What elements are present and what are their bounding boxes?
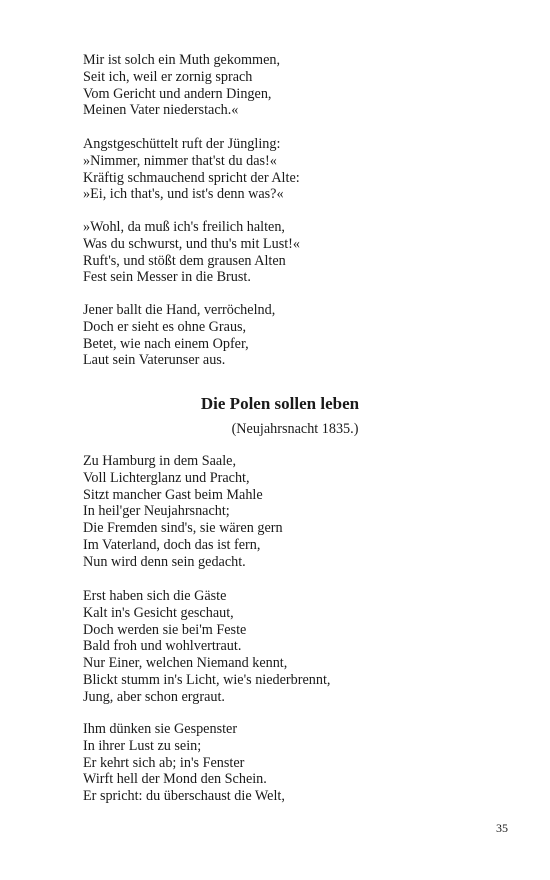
stanza-2 [83,136,300,203]
verse-line: Kalt in's Gesicht geschaut, [83,604,234,621]
stanza-1 [83,52,280,119]
poem-title: Die Polen sollen leben [200,394,360,413]
verse-line: Wirft hell der Mond den Schein. [83,771,267,788]
poem-stanza-3 [83,721,285,805]
verse-line: Jener ballt die Hand, verröchelnd, [83,302,276,318]
verse-line: Zu Hamburg in dem Saale, [83,453,237,469]
verse-line: Kräftig schmauchend spricht der Alte: [83,169,300,186]
verse-line: Nun wird denn sein gedacht. [83,553,246,570]
verse-line: »Nimmer, nimmer that'st du das!« [83,152,277,169]
verse-line: Angstgeschüttelt ruft der Jüngling: [83,136,281,152]
verse-line: Blickt stumm in's Licht, wie's niederbrennt, [83,671,331,688]
verse-line: »Ei, ich that's, und ist's denn was?« [83,186,284,203]
verse-line: Er spricht: du überschaust die Welt, [83,788,285,805]
verse-line: In heil'ger Neujahrsnacht; [83,503,230,520]
verse-line: Voll Lichterglanz und Pracht, [83,469,250,486]
poem-stanza-2 [83,588,330,706]
verse-line: Jung, aber schon ergraut. [83,688,225,705]
page-number: 35 [496,821,508,835]
verse-line: Ruft's, und stößt dem grausen Alten [83,252,286,269]
stanza-4 [83,302,275,369]
poem-subtitle: (Neujahrsnacht 1835.) [231,421,359,437]
verse-line: »Wohl, da muß ich's freilich halten, [83,219,285,235]
verse-line: Die Fremden sind's, sie wären gern [83,520,283,537]
verse-line: Erst haben sich die Gäste [83,588,227,604]
verse-line: Sitzt mancher Gast beim Mahle [83,486,263,503]
verse-line: Ihm dünken sie Gespenster [83,721,238,737]
stanza-3 [83,219,300,286]
verse-line: Betet, wie nach einem Opfer, [83,335,249,352]
verse-line: Vom Gericht und andern Dingen, [83,85,272,102]
verse-line: Seit ich, weil er zornig sprach [83,68,253,85]
verse-line: Was du schwurst, und thu's mit Lust!« [83,235,300,252]
verse-line: Nur Einer, welchen Niemand kennt, [83,655,288,672]
verse-line: In ihrer Lust zu sein; [83,737,202,754]
verse-line: Fest sein Messer in die Brust. [83,269,251,286]
verse-line: Meinen Vater niederstach.« [83,102,239,119]
verse-line: Bald froh und wohlvertraut. [83,638,242,655]
verse-line: Er kehrt sich ab; in's Fenster [83,754,245,771]
verse-line: Mir ist solch ein Muth gekommen, [83,52,281,68]
verse-line: Doch werden sie bei'm Feste [83,621,247,638]
poem-stanza-1 [83,453,283,571]
verse-line: Laut sein Vaterunser aus. [83,352,226,369]
verse-line: Doch er sieht es ohne Graus, [83,318,247,335]
verse-line: Im Vaterland, doch das ist fern, [83,536,261,553]
